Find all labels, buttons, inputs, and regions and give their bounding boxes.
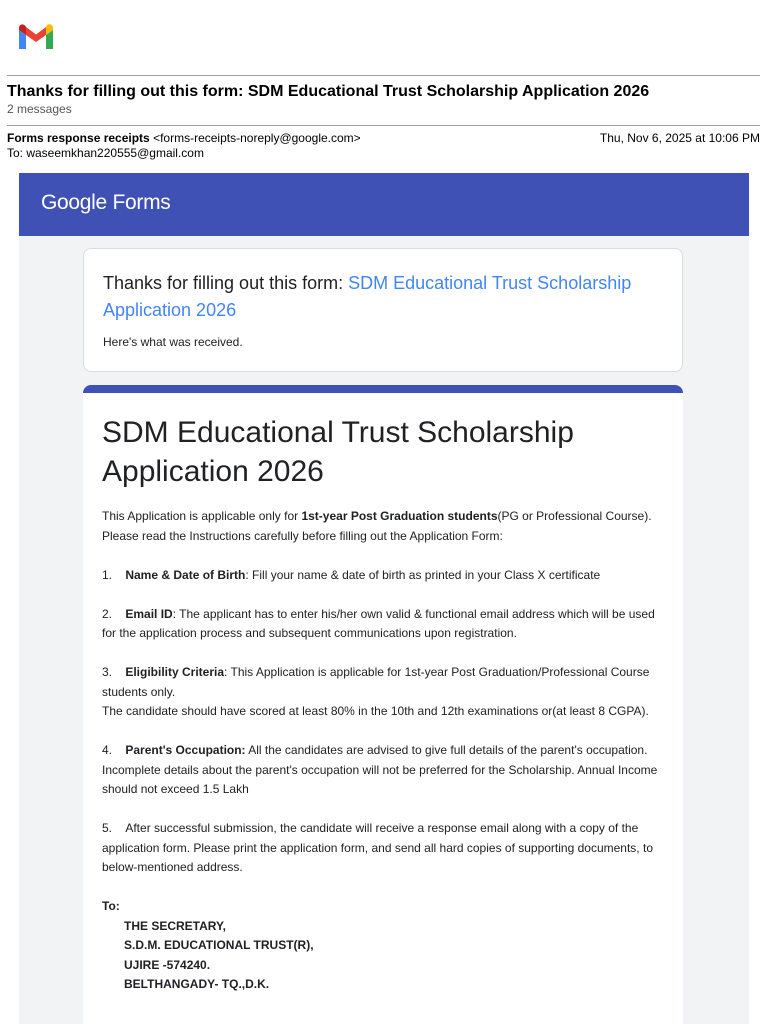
instruction-4: 4. Parent's Occupation: All the candidates are advised to give full details of the parent's occupation. Incomplete details about the parent's occupation will not be preferred for the Scholarship. Annual Income should not exceed 1.5 Lakh — [102, 743, 658, 796]
confirmation-heading — [103, 270, 673, 324]
address-line: UJIRE -574240. — [124, 957, 211, 972]
confirmation-prefix: Thanks for filling out this form: — [103, 273, 349, 293]
intro-paragraph: This Application is applicable only for 1st-year Post Graduation students(PG or Professional Course). Please read the Instructions carefully before filling out the Application Form: — [102, 509, 652, 543]
sender-line — [7, 131, 361, 145]
header-divider — [7, 75, 760, 76]
instruction-1: 1. Name & Date of Birth: Fill your name & date of birth as printed in your Class X certificate — [102, 567, 601, 582]
message-date: Thu, Nov 6, 2025 at 10:06 PM — [599, 131, 760, 145]
sender-name: Forms response receipts — [7, 131, 150, 145]
instruction-2: 2. Email ID: The applicant has to enter his/her own valid & functional email address which will be used for the application process and subsequent communications upon registration. — [102, 606, 655, 640]
gmail-logo-icon — [16, 22, 56, 52]
message-count: 2 messages — [7, 102, 72, 116]
form-title: SDM Educational Trust Scholarship Application 2026 — [102, 416, 574, 488]
google-forms-logo: Google Forms — [41, 191, 171, 214]
email-body — [19, 173, 749, 1024]
form-description — [102, 507, 667, 995]
sender-email: <forms-receipts-noreply@google.com> — [153, 131, 361, 145]
received-text: Here's what was received. — [103, 335, 243, 349]
thread-subject: Thanks for filling out this form: SDM Educational Trust Scholarship Application 2026 — [7, 83, 650, 100]
response-card — [83, 385, 683, 1024]
message-divider — [7, 125, 760, 126]
recipient-line: To: waseemkhan220555@gmail.com — [7, 146, 204, 160]
address-line: THE SECRETARY, — [124, 918, 227, 933]
instruction-3: 3. Eligibility Criteria: This Application is applicable for 1st-year Post Graduation/Professional Course students only. — [102, 665, 650, 699]
instruction-3-detail: The candidate should have scored at least 80% in the 10th and 12th examinations or(at least 8 CGPA). — [102, 704, 649, 718]
instruction-5: 5. After successful submission, the candidate will receive a response email along with a copy of the application form. Please print the application form, and send all hard copies of supporting documents, to below-mentioned address. — [102, 821, 653, 874]
form-link[interactable]: SDM Educational Trust Scholarship Application 2026 — [103, 273, 632, 320]
address-line: S.D.M. EDUCATIONAL TRUST(R), — [124, 938, 314, 952]
confirmation-card — [83, 248, 683, 372]
address-to-label: To: — [102, 899, 120, 913]
address-line: BELTHANGADY- TQ.,D.K. — [124, 977, 270, 991]
google-forms-header — [19, 173, 749, 236]
